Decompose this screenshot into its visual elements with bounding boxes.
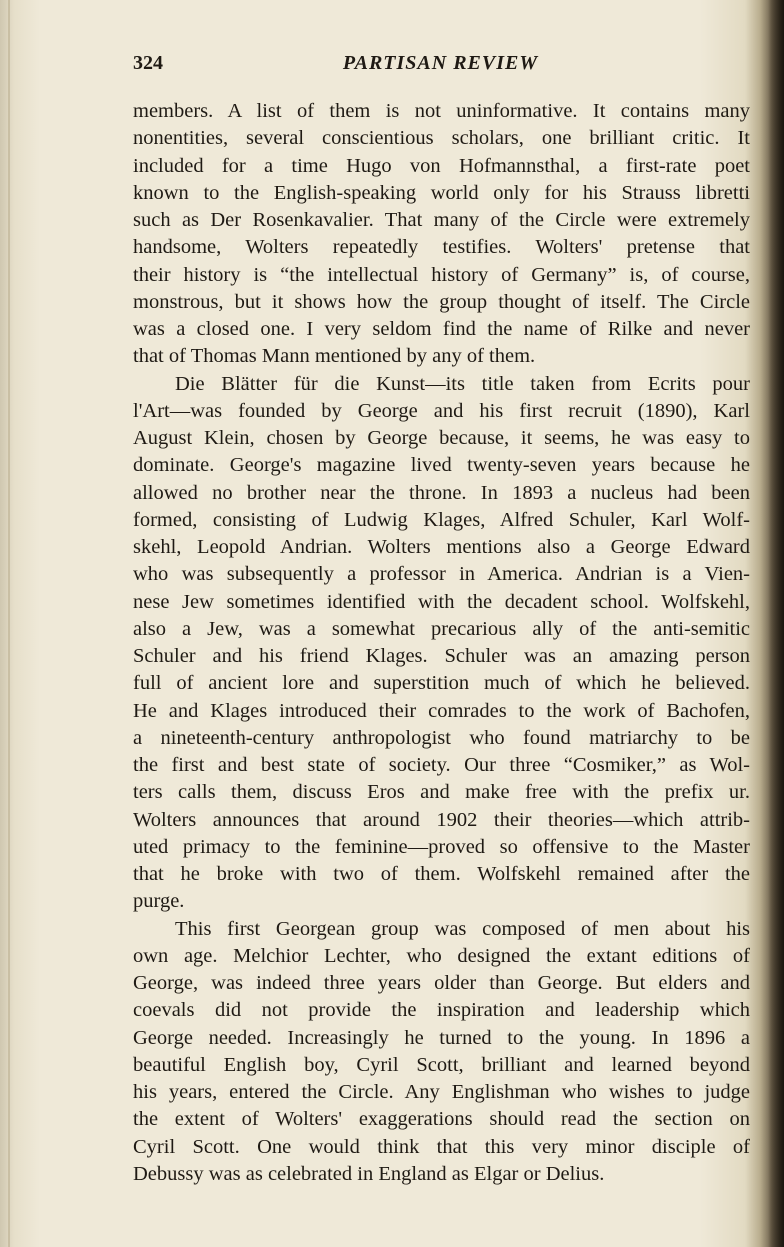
text-line: who was subsequently a professor in America. Andrian is a Vien- [133, 563, 750, 586]
text-line: Schuler and his friend Klages. Schuler was an amazing person [133, 645, 750, 667]
text-line: such as Der Rosenkavalier. That many of the Circle were extremely [133, 209, 750, 231]
text-line: was a closed one. I very seldom find the name of Rilke and never [133, 318, 750, 340]
text-line: Debussy was as celebrated in England as Elgar or Delius. [133, 1162, 605, 1185]
text-line: nese Jew sometimes identified with the decadent school. Wolfskehl, [133, 590, 750, 613]
text-line: the extent of Wolters' exaggerations should read the section on [133, 1108, 750, 1131]
text-line: nonentities, several conscientious scholars, one brilliant critic. It [133, 127, 750, 150]
page-header [133, 52, 748, 82]
text-line: ters calls them, discuss Eros and make free with the prefix ur. [133, 781, 750, 804]
text-line: skehl, Leopold Andrian. Wolters mentions also a George Edward [133, 536, 750, 558]
text-line: handsome, Wolters repeatedly testifies. Wolters' pretense that [133, 236, 750, 259]
text-line: that of Thomas Mann mentioned by any of them. [133, 345, 536, 368]
text-line: his years, entered the Circle. Any Englishman who wishes to judge [133, 1081, 750, 1103]
text-line: George, was indeed three years older than George. But elders and [133, 972, 750, 994]
text-line: own age. Melchior Lechter, who designed the extant editions of [133, 944, 750, 967]
text-line: l'Art—was founded by George and his first recruit (1890), Karl [133, 399, 750, 422]
text-line: members. A list of them is not uninformative. It contains many [133, 100, 750, 122]
gutter-line [8, 0, 10, 1247]
page-edge-shadow [768, 0, 784, 1247]
text-line: He and Klages introduced their comrades to the work of Bachofen, [133, 699, 750, 722]
text-line: included for a time Hugo von Hofmannsthal, a first-rate poet [133, 154, 750, 177]
text-line: uted primacy to the feminine—proved so offensive to the Master [133, 835, 750, 858]
paragraph-start-line: This first Georgean group was composed of men about his [175, 917, 750, 940]
text-line: that he broke with two of them. Wolfskehl remained after the [133, 863, 750, 885]
text-line: purge. [133, 890, 185, 913]
text-line: monstrous, but it shows how the group thought of itself. The Circle [133, 290, 750, 313]
text-line: also a Jew, was a somewhat precarious ally of the anti-semitic [133, 617, 750, 640]
text-line: Cyril Scott. One would think that this very minor disciple of [133, 1135, 750, 1158]
running-head: PARTISAN REVIEW [342, 52, 539, 74]
text-line: Wolters announces that around 1902 their theories—which attrib- [133, 808, 750, 831]
text-line: formed, consisting of Ludwig Klages, Alfred Schuler, Karl Wolf- [133, 508, 750, 531]
text-line: August Klein, chosen by George because, it seems, he was easy to [133, 427, 750, 449]
text-line: dominate. George's magazine lived twenty-seven years because he [133, 454, 750, 477]
text-line: their history is “the intellectual history of Germany” is, of course, [133, 263, 750, 286]
paragraph-start-line: Die Blätter für die Kunst—its title taken from Ecrits pour [175, 372, 750, 395]
text-line: beautiful English boy, Cyril Scott, brilliant and learned beyond [133, 1053, 750, 1076]
text-line: the first and best state of society. Our three “Cosmiker,” as Wol- [133, 754, 750, 776]
page-number: 324 [133, 52, 163, 74]
body-text [133, 98, 750, 1188]
text-line: allowed no brother near the throne. In 1893 a nucleus had been [133, 481, 750, 504]
text-line: known to the English-speaking world only for his Strauss libretti [133, 181, 750, 204]
text-line: full of ancient lore and superstition much of which he believed. [133, 672, 750, 695]
text-line: coevals did not provide the inspiration and leadership which [133, 999, 750, 1022]
text-line: George needed. Increasingly he turned to the young. In 1896 a [133, 1026, 750, 1049]
text-line: a nineteenth-century anthropologist who found matriarchy to be [133, 726, 750, 749]
